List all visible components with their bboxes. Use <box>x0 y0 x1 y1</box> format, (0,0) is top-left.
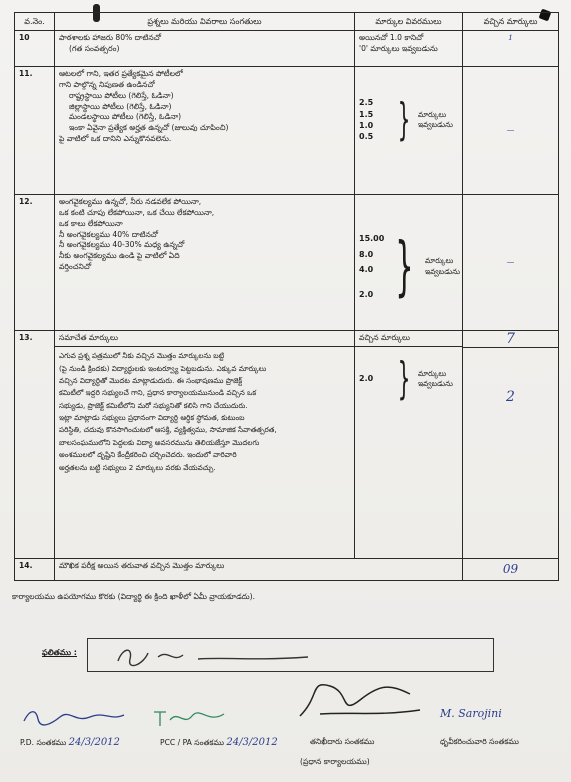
mark-value: 2.0 <box>359 289 374 299</box>
paragraph-line: వచ్చిన విద్యార్థితో మొదట మాట్లాడుదురు. ఈ సంభాషణము ప్రొజెక్ట్ <box>59 375 243 385</box>
pd-date: 24/3/2012 <box>68 737 120 748</box>
mark-value: 1.5 <box>359 109 374 119</box>
paragraph-line: కమిటీలో ఇద్దరి సభ్యులచే గాని, ప్రధాన కార్యాలయమునుండి వచ్చిన ఒక <box>59 388 257 398</box>
table-row <box>15 31 559 67</box>
mark-value: 0.5 <box>359 132 374 142</box>
detail-line: మౌఖిక పరీక్ష అయిన తరువాత వచ్చిన మొత్తం మార్కులు <box>59 561 225 571</box>
section-title: సమాచేత మార్కులు <box>55 331 354 347</box>
mark-value: 4.0 <box>359 264 374 274</box>
row-details <box>55 559 463 581</box>
table-header-row <box>15 13 559 31</box>
row-marks-details <box>355 331 463 559</box>
marks-obtained-subtotal: 7 <box>463 331 558 348</box>
paragraph-line: పరిస్థితి, చదువు కొనసాగించుటలో ఆసక్తి, వ్యక్తిత్వము, సామాజిక సేవాతత్పరత, <box>59 425 277 435</box>
row-details <box>55 195 355 331</box>
total-marks-value: 09 <box>463 559 559 581</box>
result-signature-box <box>87 638 494 672</box>
marks-obtained-value: 2 <box>506 389 515 406</box>
signature-scribble-icon <box>88 639 493 671</box>
row-marks-obtained <box>463 331 559 559</box>
curly-brace-icon: } <box>397 94 411 146</box>
row-marks-details <box>355 195 463 331</box>
row-details <box>55 331 355 559</box>
verifier-sublabel: (ప్రధాన కార్యాలయము) <box>300 757 370 766</box>
paragraph-line: అర్హతలను బట్టి సభ్యులు 2 మార్కులు వరకు వేయవచ్చు. <box>59 462 216 472</box>
detail-line: ఒక కాలు లేకపోయినా <box>59 218 123 228</box>
detail-line: పై వాటిలో ఒక దానిని ఎన్నుకొనవలెను. <box>59 134 172 144</box>
office-use-note: కార్యాలయము ఉపయోగము కొరకు (విద్యార్థి ఈ క్రింది ఖాళీలో ఏమీ వ్రాయకూడదు). <box>12 592 256 601</box>
pcc-signature-label <box>160 737 278 749</box>
marks-line: అయినచో 1.0 కానిచో <box>359 33 424 43</box>
marks-subheader: వచ్చిన మార్కులు <box>355 331 462 347</box>
row-number: 12. <box>15 195 55 331</box>
approver-handwritten-name: M. Sarojini <box>440 707 502 720</box>
verifier-signature-icon <box>290 676 430 724</box>
table-row <box>15 67 559 195</box>
marks-obtained-value: — <box>463 195 559 331</box>
mark-value: 2.5 <box>359 98 374 108</box>
detail-line: ఆటలలో గాని, ఇతర ప్రత్యేకమైన పోటీలలో <box>59 69 183 79</box>
detail-line: పాఠశాలకు హాజరు 80% దాటినచో <box>59 33 162 43</box>
approver-label: ధృవీకరించువారి సంతకము <box>440 737 519 746</box>
detail-line: ఇంకా ఏవైనా ప్రత్యేక అర్హత ఉన్నచో (జులువు చూపించి) <box>69 123 229 133</box>
detail-line: రాష్ట్రస్థాయి పోటీలు (గెలిస్తే, ఓడినా) <box>69 90 174 100</box>
marks-obtained-value: 1 <box>463 31 559 67</box>
pcc-signature-icon <box>150 706 230 730</box>
pd-label-text: P.D. సంతకము <box>20 738 67 747</box>
curly-brace-icon: } <box>397 353 411 405</box>
marks-note: మార్కులు ఇవ్వబడును <box>425 256 460 276</box>
result-label: ఫలితము : <box>42 648 77 657</box>
detail-line: నీ అంగవైకల్యము 40% దాటినచో <box>59 229 159 239</box>
row-number: 11. <box>15 67 55 195</box>
curly-brace-icon: } <box>395 229 414 304</box>
marks-table <box>14 12 559 581</box>
paragraph-line: అంశములలో దృష్టిని కేంద్రీకరించి చర్చించెదరు. ఇందులో వారివారి <box>59 450 237 460</box>
paragraph-line: సభ్యుడు, ప్రొజెక్ట్ కమిటీలోని మరో సభ్యునితో కలిసి గాని చేయుదురు. <box>59 400 248 410</box>
table-row <box>15 559 559 581</box>
detail-line: గాని పాల్గొన్న నిపుణత ఉండినచో <box>59 80 155 90</box>
mark-value: 8.0 <box>359 249 374 259</box>
detail-line: నీకు అంగవైకల్యము ఉండి పై వాటిలో ఏది <box>59 251 180 261</box>
row-number: 13. <box>15 331 55 559</box>
pcc-label-text: PCC / PA సంతకము <box>160 738 224 747</box>
verifier-label: తనిఖీదారు సంతకము <box>310 737 375 746</box>
mark-value: 2.0 <box>359 374 374 384</box>
detail-line: అంగవైకల్యము ఉన్నచో, నీరు నడవలేక పోయినా, <box>59 197 202 207</box>
detail-line: నీ అంగవైకల్యము 40-30% మధ్య ఉన్నచో <box>59 240 185 250</box>
row-number: 10 <box>15 31 55 67</box>
marks-note: మార్కులు ఇవ్వబడును <box>417 368 453 389</box>
pd-signature-icon <box>20 705 130 729</box>
mark-value: 15.00 <box>359 234 385 244</box>
row-details <box>55 67 355 195</box>
marks-line: '0' మార్కులు ఇవ్వబడును <box>359 44 438 54</box>
row-details <box>55 31 355 67</box>
detail-line: వర్తించనిచో <box>59 262 92 272</box>
paragraph-line: (పై నుండి క్రిందకు) విద్యార్థులకు ఇంటర్వ్యూ పెట్టబడును. ఎక్కువ మార్కులు <box>59 363 267 373</box>
mark-value: 1.0 <box>359 121 374 131</box>
table-row <box>15 195 559 331</box>
detail-line: (గత సంవత్సరం) <box>69 44 120 54</box>
paragraph-line: ఎగువ ప్రశ్న పత్రములో నీకు వచ్చిన మొత్తం మార్కులను బట్టి <box>59 351 225 361</box>
row-marks-details <box>355 31 463 67</box>
row-number: 14. <box>15 559 55 581</box>
header-sno: వ.నెం. <box>15 13 55 31</box>
paragraph-line: బాలసంఘములోని పెద్దలకు విద్యా అవసరమును తెలియజేస్తూ మొదలగు <box>59 437 260 447</box>
detail-line: మండలస్థాయి పోటీలు (గెలిస్తే, ఓడినా) <box>69 112 182 122</box>
paragraph-line: ఇట్లా మాట్లాడు సభ్యులు ప్రధానంగా విద్యార్థి ఆర్థిక స్థోమత, కుటుంబ <box>59 413 245 423</box>
header-details: ప్రశ్నలు మరియు వివరాలు సంగతులు <box>55 13 355 31</box>
row-marks-details <box>355 67 463 195</box>
table-row <box>15 331 559 559</box>
marks-note: మార్కులు ఇవ్వబడును <box>417 109 453 130</box>
header-marks-obtained: వచ్చిన మార్కులు <box>463 13 559 31</box>
header-marks-details: మార్కుల వివరములు <box>355 13 463 31</box>
marks-obtained-value: — <box>463 67 559 195</box>
pcc-date: 24/3/2012 <box>226 737 278 748</box>
pd-signature-label <box>20 737 120 749</box>
detail-line: జిల్లాస్థాయి పోటీలు (గెలిస్తే, ఓడినా) <box>69 101 172 111</box>
detail-line: ఒక కంటి చూపు లేకపోయినా, ఒక చేయి లేకపోయినా, <box>59 208 215 218</box>
